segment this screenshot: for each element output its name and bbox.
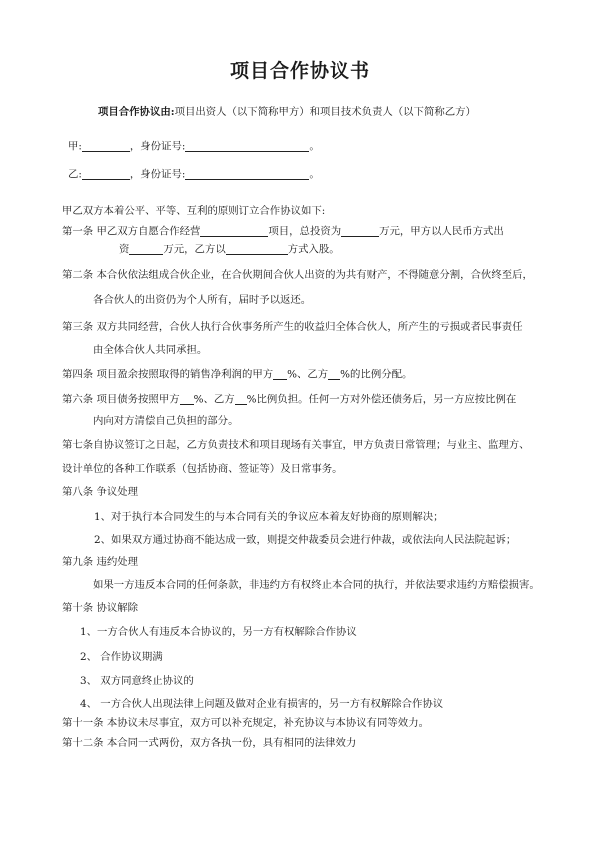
article-4-line (62, 368, 412, 380)
party-b-id-label: ，身份证号: (129, 168, 186, 181)
article-1-text-f: 方式入股。 (287, 243, 340, 256)
party-b-label: 乙: (68, 168, 82, 181)
article-8-item-1: 1、对于执行本合同发生的与本合同有关的争议应本着友好协商的原则解决； (94, 511, 444, 523)
article-4-text-c: %的比例分配。 (340, 368, 413, 381)
party-b-name-blank (82, 168, 130, 180)
article-10-item-4: 4、 一方合伙人出现法律上问题及做对企业有损害的，另一方有权解除合作协议 (80, 698, 444, 710)
document-title: 项目合作协议书 (229, 60, 370, 82)
party-b-profit-blank (328, 368, 340, 380)
article-1-text-d: 资 (119, 243, 130, 256)
article-3-line-2: 由全体合伙人共同承担。 (93, 344, 208, 356)
article-1-line-2 (119, 243, 340, 255)
party-b-method-blank (226, 243, 288, 255)
article-4-text-b: %、乙方 (287, 368, 329, 381)
intro-line (98, 107, 476, 117)
party-a-amount-blank (129, 243, 163, 255)
article-10-heading: 第十条 协议解除 (62, 602, 139, 614)
article-1-text-a: 第一条 甲乙双方自愿合作经营 (62, 225, 201, 238)
party-a-profit-blank (273, 368, 287, 380)
article-1-text-b: 项目，总投资为 (268, 225, 342, 238)
project-name-blank (200, 225, 268, 237)
party-a-id-label: ，身份证号: (129, 140, 186, 153)
party-a-name-blank (82, 140, 130, 152)
article-9-heading: 第九条 违约处理 (62, 556, 139, 568)
article-6-text-c: %比例负担。任何一方对外偿还债务后，另一方应按比例在 (246, 393, 517, 406)
party-a-debt-blank (180, 393, 194, 405)
party-a-line (68, 140, 320, 152)
article-7-line-2: 设计单位的各种工作联系（包括协商、签证等）及日常事务。 (62, 463, 343, 475)
party-b-id-blank (185, 168, 309, 180)
party-b-debt-blank (235, 393, 247, 405)
total-investment-blank (341, 225, 379, 237)
article-7-line-1: 第七条自协议签订之日起，乙方负责技术和项目现场有关事宜，甲方负责日常管理；与业主、监理方、 (62, 439, 530, 451)
party-b-end: 。 (309, 168, 320, 181)
party-a-label: 甲: (68, 140, 82, 153)
article-1-text-c: 万元，甲方以人民币方式出 (379, 225, 504, 238)
article-1-text-e: 万元，乙方以 (163, 243, 226, 256)
intro-lead: 项目合作协议由: (98, 106, 175, 118)
article-10-item-1: 1、一方合伙人有违反本合协议的，另一方有权解除合作协议 (80, 626, 357, 638)
party-b-line (68, 168, 320, 180)
article-4-text-a: 第四条 项目盈余按照取得的销售净利润的甲方 (62, 368, 274, 381)
preamble: 甲乙双方本着公平、平等、互利的原则订立合作协议如下: (62, 205, 326, 217)
article-6-text-a: 第六条 项目债务按照甲方 (62, 393, 180, 406)
article-9-body: 如果一方违反本合同的任何条款，非违约方有权终止本合同的执行，并依法要求违约方赔偿损害。 (93, 579, 540, 591)
article-2-line-2: 各合伙人的出资仍为个人所有，届时予以返还。 (93, 294, 312, 306)
party-a-id-blank (185, 140, 309, 152)
article-10-item-2: 2、 合作协议期满 (80, 651, 163, 663)
article-6-line-2: 内向对方清偿自己负担的部分。 (93, 415, 239, 427)
article-2-line-1: 第二条 本合伙依法组成合伙企业，在合伙期间合伙人出资的为共有财产，不得随意分割，合伙终至后， (62, 269, 533, 281)
article-12: 第十二条 本合同一式两份，双方各执一份，具有相同的法律效力 (62, 737, 357, 749)
article-3-line-1: 第三条 双方共同经营，合伙人执行合伙事务所产生的收益归全体合伙人，所产生的亏损或者民事责任 (62, 321, 523, 333)
article-1-line-1 (62, 225, 504, 237)
article-11: 第十一条 本协议未尽事宜，双方可以补充规定，补充协议与本协议有同等效力。 (62, 717, 429, 729)
article-8-item-2: 2、如果双方通过协商不能达成一致，则提交仲裁委员会进行仲裁，或依法向人民法院起诉； (94, 534, 517, 546)
article-10-item-3: 3、 双方同意终止协议的 (80, 675, 194, 687)
intro-text: 项目出资人（以下简称甲方）和项目技术负责人（以下简称乙方） (174, 106, 476, 118)
article-8-heading: 第八条 争议处理 (62, 486, 139, 498)
article-6-text-b: %、乙方 (193, 393, 235, 406)
article-6-line-1 (62, 393, 516, 405)
party-a-end: 。 (309, 140, 320, 153)
